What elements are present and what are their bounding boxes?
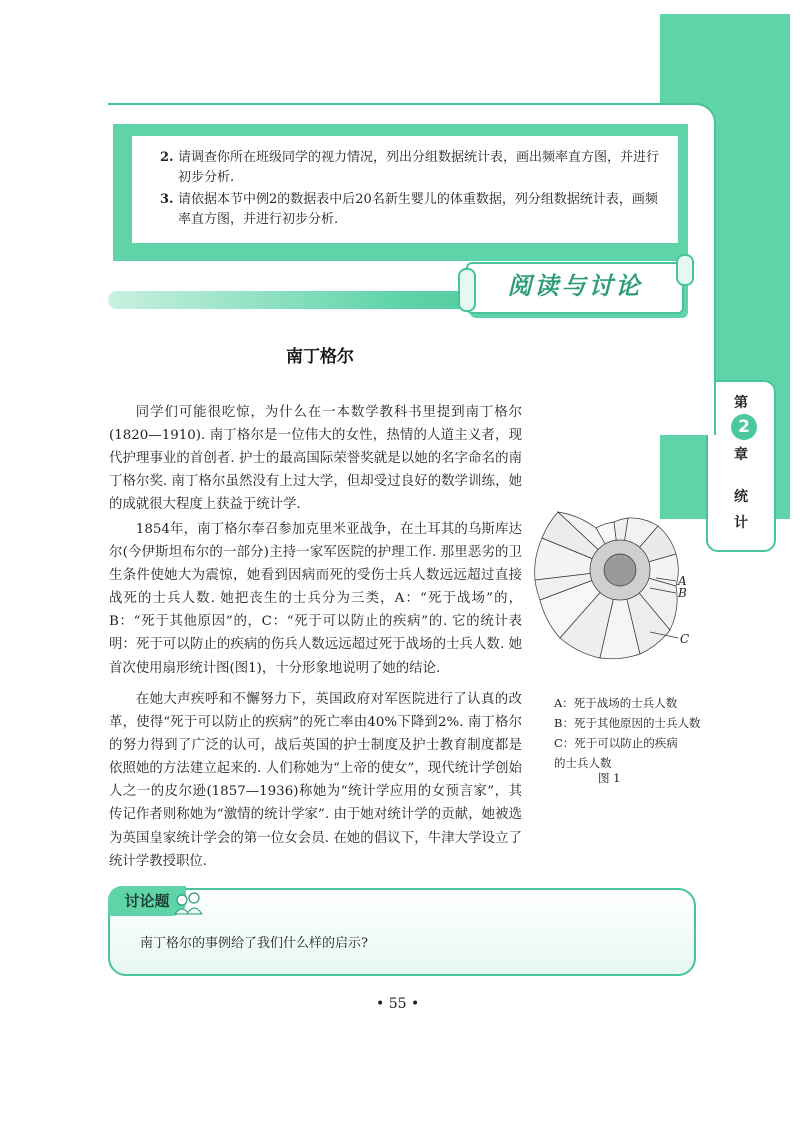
article-title: 南丁格尔 — [286, 347, 354, 367]
chapter-title-char: 统 — [734, 489, 748, 505]
article-paragraph: 在她大声疾呼和不懈努力下，英国政府对军医院进行了认真的改革，使得“死于可以防止的疾病”的死亡率由40%下降到2%. 南丁格尔的努力得到了广泛的认可，战后英国的护士制度及护士教育制度都是依照她的方法建立起来的. 人们称她为“上帝的使女”，现代统计学创始人之一的皮尔逊(1857—1936)称她为“统计学应用的女预言家”，其传记作者则称她为“激情的统计学家”. 由于她对统计学的贡献，她被选为英国皇家统计学会的第一位女会员. 在她的倡议下，牛津大学设立了统计学教授职位. — [109, 692, 522, 869]
discussion-tag: 讨论题 — [108, 886, 186, 916]
exercise-number: 2. — [160, 150, 174, 165]
figure-legend — [554, 693, 714, 773]
exercise-text: 请调查你所在班级同学的视力情况，列出分组数据统计表，画出频率直方图，并进行初步分析. — [178, 150, 660, 185]
rose-inner-a — [604, 554, 636, 586]
figure-label-c: C — [680, 632, 690, 646]
article-paragraph: 同学们可能很吃惊，为什么在一本数学教科书里提到南丁格尔(1820—1910). 南丁格尔是一位伟大的女性，热情的人道主义者，现代护理事业的首创者. 护士的最高国际荣誉奖就是以她的名字命名的南丁格尔奖. 南丁格尔虽然没有上过大学，但却受过良好的数学训练，她的成就很大程度上获益于统计学. — [109, 405, 522, 513]
exercise-list — [132, 136, 678, 243]
chapter-prefix: 第 — [734, 395, 748, 411]
chapter-suffix: 章 — [734, 447, 748, 463]
article-paragraph: 1854年，南丁格尔奉召参加克里米亚战争，在土耳其的乌斯库达尔(今伊斯坦布尔的一部分)主持一家军医院的护理工作. 那里恶劣的卫生条件使她大为震惊，她看到因病而死的受伤士兵人数远远超过直接战死的士兵人数. 她把丧生的士兵分为三类，A：“死于战场”的，B：“死于其他原因”的，C：“死于可以防止的疾病”的. 它的统计表明：死于可以防止的疾病的伤兵人数远远超过死于战场的士兵人数. 她首次使用扇形统计图(图1)，十分形象地说明了她的结论. — [109, 522, 522, 676]
page-number: • 55 • — [376, 996, 420, 1012]
exercise-text: 请依据本节中例2的数据表中后20名新生婴儿的体重数据，列分组数据统计表，画频率直方图，并进行初步分析. — [178, 192, 658, 227]
figure-caption: 图 1 — [598, 771, 621, 785]
legend-item: B：死于其他原因的士兵人数 — [554, 716, 701, 730]
exercise-item — [160, 190, 670, 230]
section-banner: 阅读与讨论 — [466, 262, 684, 314]
chapter-number: 2 — [731, 414, 757, 440]
legend-item: A：死于战场的士兵人数 — [554, 696, 678, 710]
chapter-tab — [706, 380, 776, 552]
chapter-title-char: 计 — [734, 515, 748, 531]
legend-item: C：死于可以防止的疾病的士兵人数 — [554, 736, 678, 770]
exercise-item — [160, 148, 670, 188]
exercise-number: 3. — [160, 192, 174, 207]
discussion-people-icon — [172, 888, 212, 918]
rose-diagram — [535, 512, 679, 659]
figure-label-a: A — [678, 574, 687, 588]
discussion-question: 南丁格尔的事例给了我们什么样的启示? — [140, 936, 368, 951]
figure-label-b: B — [678, 586, 687, 600]
rose-diagram-figure — [530, 400, 710, 690]
